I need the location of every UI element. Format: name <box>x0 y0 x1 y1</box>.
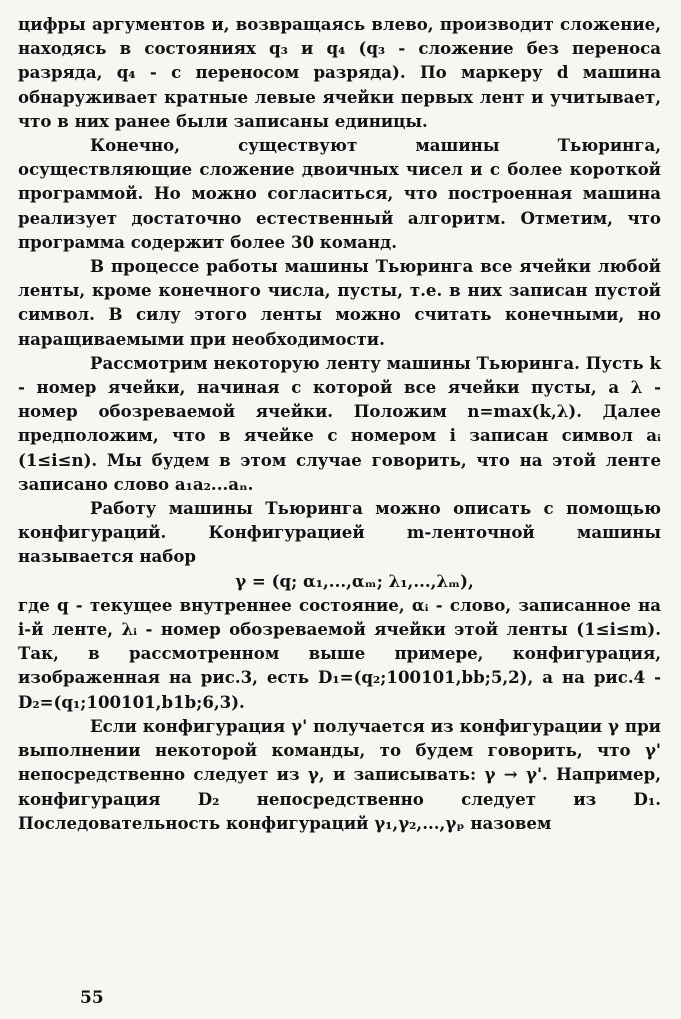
paragraph-continuation: цифры аргументов и, возвращаясь влево, производит сложение, находясь в состояниях q₃ и q₄ (q₃ - сложение без переноса разряда, q₄ - с переносом разряда). По маркеру d машина обнаруживает кратные левые ячейки первых лент и учитывает, что в них ранее были записаны единицы. <box>18 14 661 131</box>
page-number: 55 <box>80 988 104 1008</box>
paragraph-succession: Если конфигурация γ' получается из конфигурации γ при выполнении некоторой команды, то будем говорить, что γ' непосредственно следует из γ, и записывать: γ → γ'. Например, конфигурация D₂ непосредственно следует из D₁. Последовательность конфигураций γ₁,γ₂,...,γₚ назовем <box>18 715 661 833</box>
configuration-formula: γ = (q; α₁,...,αₘ; λ₁,...,λₘ), <box>235 570 474 591</box>
paragraph-empty-cells: В процессе работы машины Тьюринга все ячейки любой ленты, кроме конечного числа, пусты, т.е. в них записан пустой символ. В силу этого ленты можно считать конечными, но наращиваемыми при необходимости. <box>18 256 661 349</box>
paragraph-configuration-example: где q - текущее внутреннее состояние, αᵢ - слово, записанное на i-й ленте, λᵢ - номер обозреваемой ячейки этой ленты (1≤i≤m). Так, в рассмотренном выше примере, конфигурация, изображенная на рис.3, есть D₁=(q₂;100101,bb;5,2), а на рис.4 - D₂=(q₁;100101,b1b;6,3). <box>18 594 661 712</box>
paragraph-tape-word: Рассмотрим некоторую ленту машины Тьюринга. Пусть k - номер ячейки, начиная с которой все ячейки пусты, а λ - номер обозреваемой ячейки. Положим n=max(k,λ). Далее предположим, что в ячейке с номером i записан символ aᵢ (1≤i≤n). Мы будем в этом случае говорить, что на этой ленте записано слово a₁a₂...aₙ. <box>18 352 661 494</box>
paragraph-configuration-definition: Работу машины Тьюринга можно описать с помощью конфигураций. Конфигурацией m-ленточной машины называется набор <box>18 498 661 567</box>
paragraph-turing-addition: Конечно, существуют машины Тьюринга, осуществляющие сложение двоичных чисел и с более короткой программой. Но можно согласиться, что построенная машина реализует достаточно естественный алгоритм. Отметим, что программа содержит более 30 команд. <box>18 135 661 252</box>
